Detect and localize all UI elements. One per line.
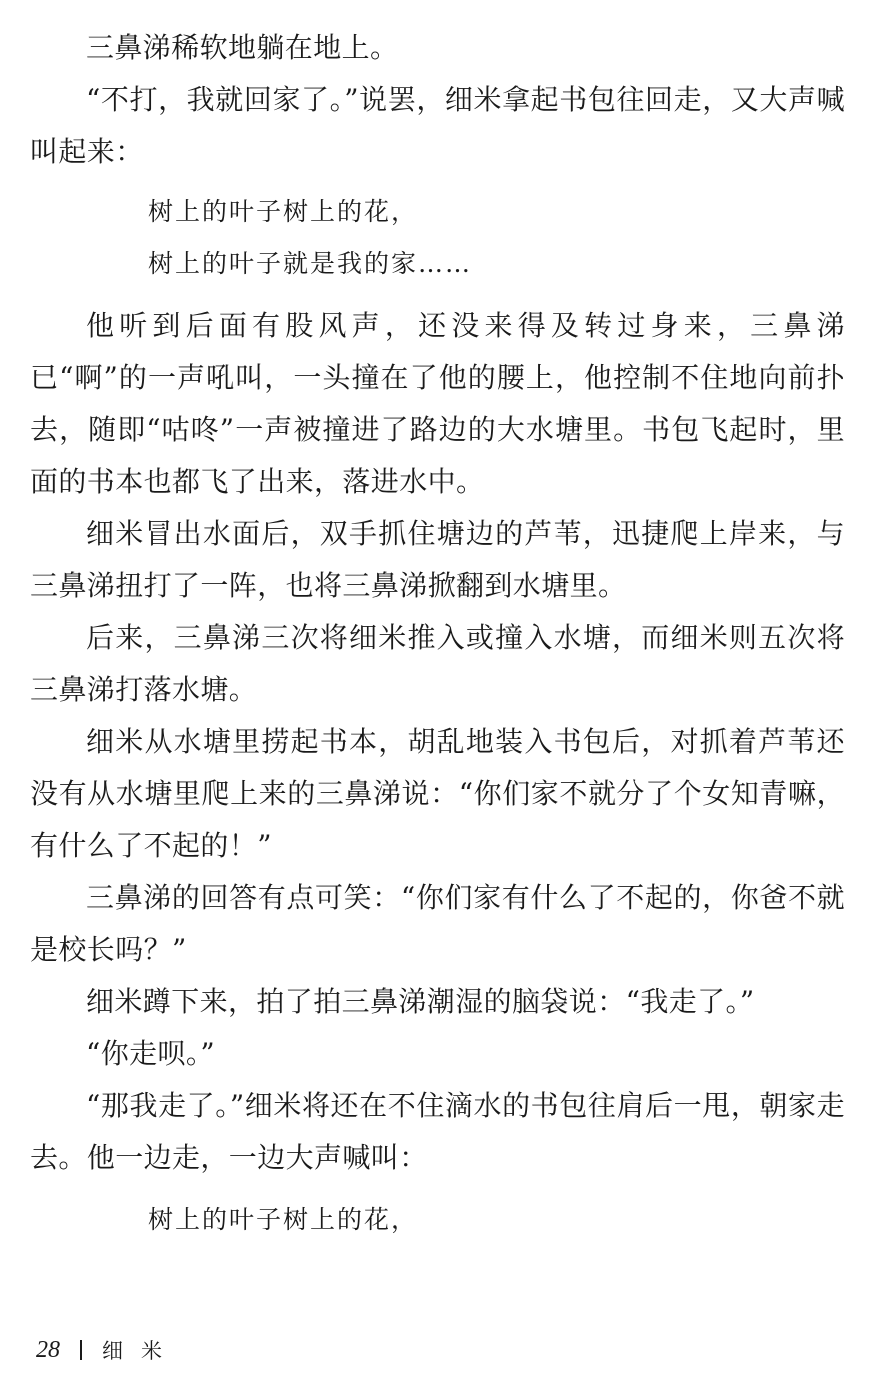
song-line-1: 树上的叶子树上的花， — [148, 197, 419, 226]
song-line-2: 树上的叶子就是我的家…… — [148, 249, 473, 278]
body-text — [30, 22, 845, 1256]
song-line-3: 树上的叶子树上的花， — [148, 1205, 419, 1234]
paragraph-4: 细米冒出水面后，双手抓住塘边的芦苇，迅捷爬上岸来，与三鼻涕扭打了一阵，也将三鼻涕掀翻到水塘里。 — [30, 517, 845, 602]
paragraph-3: 他听到后面有股风声，还没来得及转过身来，三鼻涕已“啊”的一声吼叫，一头撞在了他的腰上，他控制不住地向前扑去，随即“咕咚”一声被撞进了路边的大水塘里。书包飞起时，里面的书本也都飞了出来，落进水中。 — [30, 309, 845, 498]
paragraph-9: “你走呗。” — [86, 1037, 216, 1070]
paragraph-8: 细米蹲下来，拍了拍三鼻涕潮湿的脑袋说：“我走了。” — [86, 985, 755, 1018]
page-footer — [36, 1332, 180, 1368]
paragraph-1: 三鼻涕稀软地躺在地上。 — [86, 31, 399, 64]
song-verse-2 — [30, 1194, 845, 1246]
paragraph-5: 后来，三鼻涕三次将细米推入或撞入水塘，而细米则五次将三鼻涕打落水塘。 — [30, 621, 845, 706]
paragraph-6: 细米从水塘里捞起书本，胡乱地装入书包后，对抓着芦苇还没有从水塘里爬上来的三鼻涕说：“你们家不就分了个女知青嘛，有什么了不起的！” — [30, 725, 845, 862]
running-title: 细米 — [102, 1339, 180, 1363]
paragraph-10: “那我走了。”细米将还在不住滴水的书包往肩后一甩，朝家走去。他一边走，一边大声喊叫： — [30, 1089, 845, 1174]
song-verse-1 — [30, 186, 845, 290]
footer-divider — [80, 1340, 82, 1360]
page-number: 28 — [36, 1336, 60, 1363]
paragraph-7: 三鼻涕的回答有点可笑：“你们家有什么了不起的，你爸不就是校长吗？” — [30, 881, 845, 966]
paragraph-2: “不打，我就回家了。”说罢，细米拿起书包往回走，又大声喊叫起来： — [30, 83, 845, 168]
